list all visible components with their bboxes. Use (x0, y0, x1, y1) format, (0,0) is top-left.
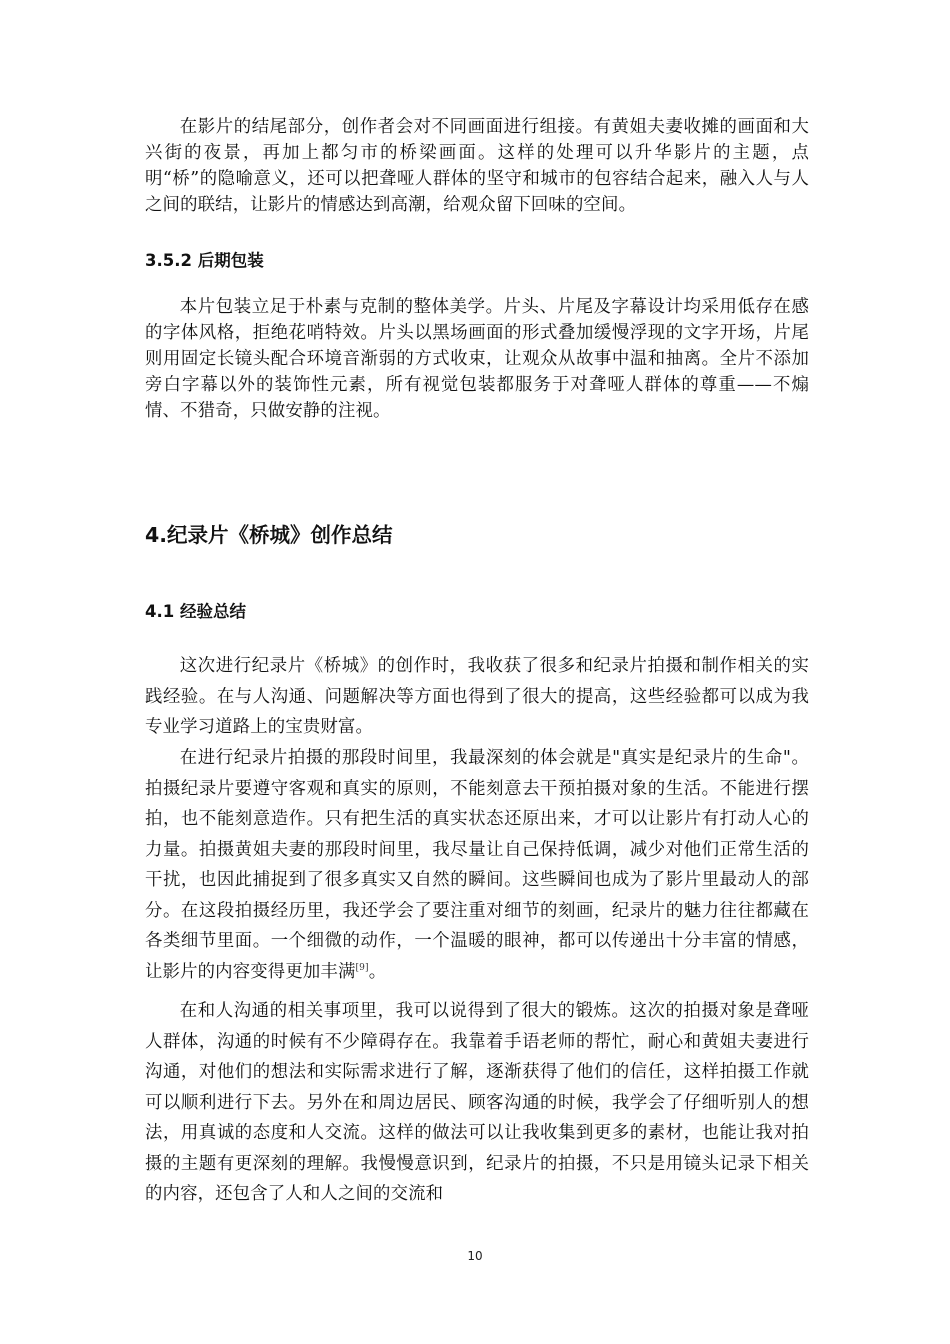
page-number: 10 (467, 1249, 483, 1263)
paragraph-experience-2-text: 在进行纪录片拍摄的那段时间里，我最深刻的体会就是"真实是纪录片的生命"。拍摄纪录片要遵守客观和真实的原则，不能刻意去干预拍摄对象的生活。不能进行摆拍，也不能刻意造作。只有把生活的真实状态还原出来，才可以让影片有打动人心的力量。拍摄黄姐夫妻的那段时间里，我尽量让自己保持低调，减少对他们正常生活的干扰，也因此捕捉到了很多真实又自然的瞬间。这些瞬间也成为了影片里最动人的部分。在这段拍摄经历里，我还学会了要注重对细节的刻画，纪录片的魅力往往都藏在各类细节里面。一个细微的动作，一个温暖的眼神，都可以传递出十分丰富的情感，让影片的内容变得更加丰满 (145, 748, 809, 982)
section-heading-4-1: 4.1 经验总结 (145, 602, 246, 621)
paragraph-experience-2-end: 。 (368, 961, 387, 982)
paragraph-ending: 在影片的结尾部分，创作者会对不同画面进行组接。有黄姐夫妻收摊的画面和大兴街的夜景，再加上都匀市的桥梁画面。这样的处理可以升华影片的主题，点明“桥”的隐喻意义，还可以把聋哑人群体的坚守和城市的包容结合起来，融入人与人之间的联结，让影片的情感达到高潮，给观众留下回味的空间。 (145, 117, 809, 215)
citation-marker: [9] (355, 962, 369, 973)
paragraph-experience-2 (145, 743, 809, 987)
paragraph-experience-1: 这次进行纪录片《桥城》的创作时，我收获了很多和纪录片拍摄和制作相关的实践经验。在与人沟通、问题解决等方面也得到了很大的提高，这些经验都可以成为我专业学习道路上的宝贵财富。 (145, 656, 809, 737)
section-heading-3-5-2: 3.5.2 后期包装 (145, 251, 264, 270)
chapter-heading-4: 4.纪录片《桥城》创作总结 (145, 523, 393, 547)
paragraph-experience-3: 在和人沟通的相关事项里，我可以说得到了很大的锻炼。这次的拍摄对象是聋哑人群体，沟通的时候有不少障碍存在。我靠着手语老师的帮忙，耐心和黄姐夫妻进行沟通，对他们的想法和实际需求进行了解，逐渐获得了他们的信任，这样拍摄工作就可以顺利进行下去。另外在和周边居民、顾客沟通的时候，我学会了仔细听别人的想法，用真诚的态度和人交流。这样的做法可以让我收集到更多的素材，也能让我对拍摄的主题有更深刻的理解。我慢慢意识到，纪录片的拍摄，不只是用镜头记录下相关的内容，还包含了人和人之间的交流和 (145, 1001, 809, 1204)
paragraph-packaging: 本片包装立足于朴素与克制的整体美学。片头、片尾及字幕设计均采用低存在感的字体风格，拒绝花哨特效。片头以黑场画面的形式叠加缓慢浮现的文字开场，片尾则用固定长镜头配合环境音渐弱的方式收束，让观众从故事中温和抽离。全片不添加旁白字幕以外的装饰性元素，所有视觉包装都服务于对聋哑人群体的尊重——不煽情、不猎奇，只做安静的注视。 (145, 297, 809, 421)
